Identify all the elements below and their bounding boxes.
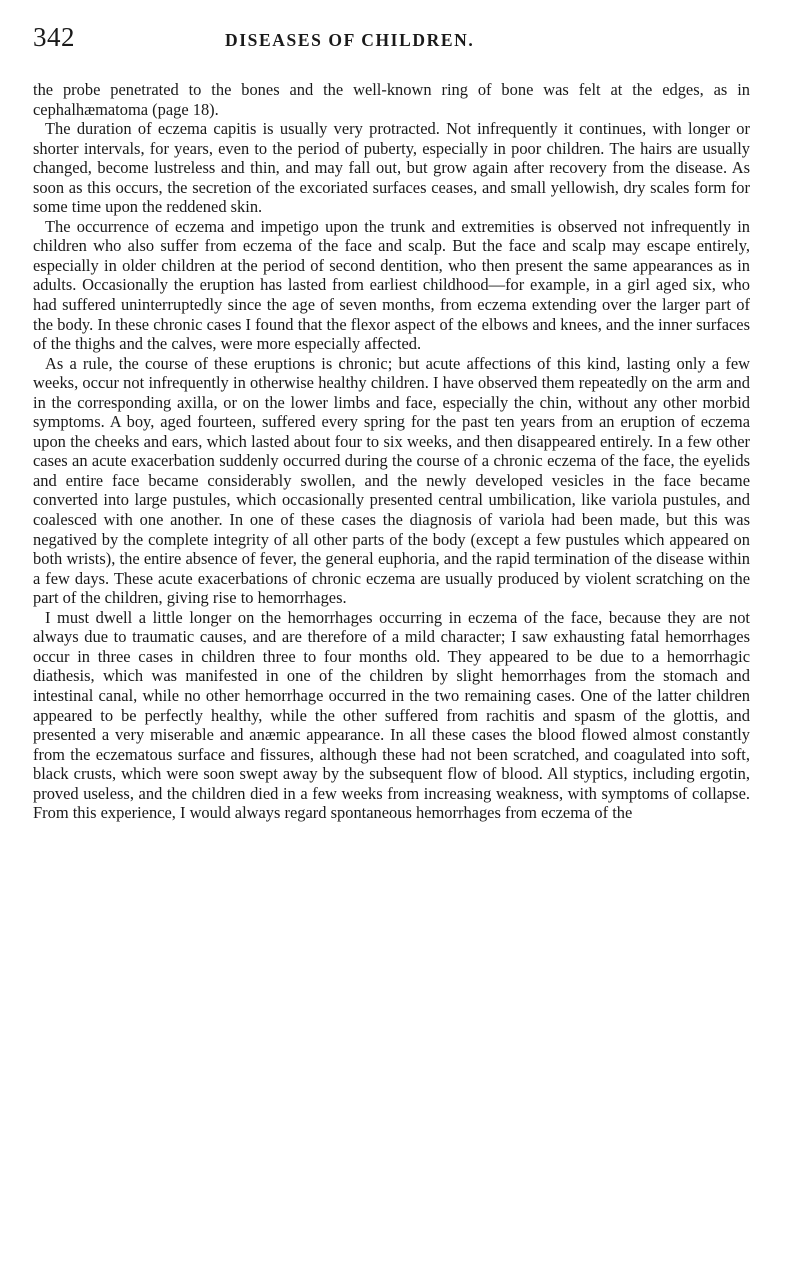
paragraph: I must dwell a little longer on the hemorrhages occurring in eczema of the face, because they are not always due to traumatic causes, and are therefore of a mild character; I saw exhausting fatal hemorrhages occur in three cases in children three to four months old. They appeared to be due to a hemorrhagic diathesis, which was manifested in one of the children by slight hemorrhages from the stomach and intestinal canal, while no other hemorrhage occurred in the two remaining cases. One of the latter children appeared to be perfectly healthy, while the other suffered from rachitis and spasm of the glottis, and presented a very miserable and anæmic appearance. In all these cases the blood flowed almost constantly from the eczematous surface and fissures, although these had not been scratched, and coagulated into soft, black crusts, which were soon swept away by the subsequent flow of blood. All styptics, including ergotin, proved useless, and the children died in a few weeks from increasing weakness, with symptoms of collapse. From this experience, I would always regard spontaneous hemorrhages from eczema of the <box>33 607 750 823</box>
body-text <box>33 80 750 823</box>
paragraph: The occurrence of eczema and impetigo upon the trunk and extremities is observed not infrequently in children who also suffer from eczema of the face and scalp. But the face and scalp may escape entirely, especially in older children at the period of second dentition, who then present the same appearances as in adults. Occasionally the eruption has lasted from earliest childhood—for example, in a girl aged six, who had suffered uninterruptedly since the age of seven months, from eczema extending over the larger part of the body. In these chronic cases I found that the flexor aspect of the elbows and knees, and the inner surfaces of the thighs and the calves, were more especially affected. <box>33 216 750 354</box>
paragraph: the probe penetrated to the bones and the well-known ring of bone was felt at the edges, as in cephalhæmatoma (page 18). <box>33 80 750 119</box>
page-number: 342 <box>33 22 75 52</box>
page-header <box>33 22 750 56</box>
paragraph: The duration of eczema capitis is usually very protracted. Not infrequently it continues, with longer or shorter intervals, for years, even to the period of puberty, especially in poor children. The hairs are usually changed, become lustreless and thin, and may fall out, but grow again after recovery from the disease. As soon as this occurs, the secretion of the excoriated surfaces ceases, and small yellowish, dry scales form for some time upon the reddened skin. <box>33 119 750 217</box>
paragraph: As a rule, the course of these eruptions is chronic; but acute affections of this kind, lasting only a few weeks, occur not infrequently in otherwise healthy children. I have observed them repeatedly on the arm and in the corresponding axilla, or on the lower limbs and face, especially the chin, without any other morbid symptoms. A boy, aged fourteen, suffered every spring for the past ten years from an eruption of eczema upon the cheeks and ears, which lasted about four to six weeks, and then disappeared entirely. In a few other cases an acute exacerbation suddenly occurred during the course of a chronic eczema of the face, the eyelids and entire face became considerably swollen, and the newly developed vesicles in the face became converted into large pustules, which occasionally presented central umbilication, like variola pustules, and coalesced with one another. In one of these cases the diagnosis of variola had been made, but this was negatived by the complete integrity of all other parts of the body (except a few pustules which appeared on both wrists), the entire absence of fever, the general euphoria, and the rapid termination of the disease within a few days. These acute exacerbations of chronic eczema are usually produced by violent scratching on the part of the children, giving rise to hemorrhages. <box>33 353 750 608</box>
running-head: DISEASES OF CHILDREN. <box>225 30 475 50</box>
